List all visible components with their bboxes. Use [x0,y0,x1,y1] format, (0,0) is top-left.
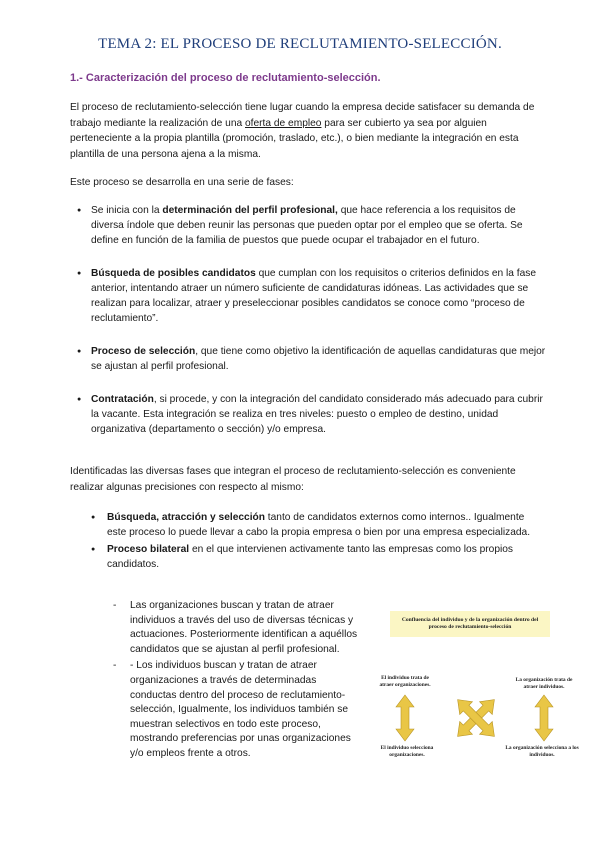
diagram-label-top-right: La organización trata de atraer individuos. [515,677,573,690]
diagram-label-top-left: El individuo trata de atraer organizaciones. [379,675,431,688]
list-item [86,510,546,540]
list-item [70,344,550,374]
fase-bold: Contratación [91,394,154,405]
precisiones-intro: Identificadas las diversas fases que integran el proceso de reclutamiento-selección es conveniente realizar algunas precisiones con respecto al mismo: [70,466,516,493]
recruitment-diagram [368,603,588,773]
precision-bold: Búsqueda, atracción y selección [107,512,265,523]
list-item: - Las organizaciones buscan y tratan de atraer individuos a través del uso de diversas técnicas y actuaciones. Posteriormente identifican a aquéllos candidatos que se ajustan al perfil profesional. [110,599,365,657]
sub-items-list [110,599,365,764]
diagram-label-bottom-left: El individuo selecciona organizaciones. [380,745,434,758]
diagram-label-bottom-right: La organización selecciona a los individuos. [505,745,579,758]
fase-bold: Búsqueda de posibles candidatos [91,268,256,279]
diagram-arrows [368,603,588,773]
intro-paragraph [70,100,540,162]
list-item [70,392,550,437]
intro-text-1: El proceso de reclutamiento-selección tiene lugar cuando la empresa decide satisfacer su demanda de trabajo mediante la realización de una [70,102,535,129]
fase-text: que hace referencia a los requisitos de diversa índole que deben reunir las personas que pueden optar por el empleo que se oferta. Se define en función de la familia de puestos que puede ocupar el trabajador en el futuro. [91,205,523,246]
fase-text: que cumplan con los requisitos o criterios definidos en la fase anterior, intentando atraer un número suficiente de candidaturas idóneas. Las actividades que se realizan para localizar, atraer y preseleccionar posibles candidatos se conoce como “proceso de reclutamiento”. [91,268,537,324]
fase-text: , que tiene como objetivo la identificación de aquellas candidaturas que mejor se ajustan al perfil profesional. [91,346,546,372]
precisiones-list [86,510,546,574]
fase-bold: determinación del perfil profesional, [162,205,338,216]
fase-prefix: Se inicia con la [91,205,163,216]
fase-bold: Proceso de selección [91,346,196,357]
fases-list [70,203,550,455]
precision-bold: Proceso bilateral [107,544,190,555]
document-title: TEMA 2: EL PROCESO DE RECLUTAMIENTO-SELECCIÓN. [98,36,502,52]
list-item [70,203,550,248]
list-item: - - Los individuos buscan y tratan de atraer organizaciones a través de determinadas conductas dentro del proceso de reclutamiento-selección, Igualmente, los individuos también se muestran selectivos en todo este proceso, mostrando preferencias por unas organizaciones y/o empleos frente a otros. [110,659,365,761]
precision-text: tanto de candidatos externos como internos.. Igualmente este proceso lo puede llevar a cabo la propia empresa o bien por una empresa especializada. [107,512,531,538]
list-item [70,266,550,326]
oferta-empleo-link[interactable]: oferta de empleo [245,117,322,129]
precision-text: en el que intervienen activamente tanto las empresas como los propios candidatos. [107,544,514,570]
list-item [86,542,546,572]
fases-intro: Este proceso se desarrolla en una serie de fases: [70,177,294,188]
diagram-header: Confluencia del individuo y de la organización dentro del proceso de reclutamiento-selección [390,611,550,637]
intro-text-2: para ser cubierto ya sea por alguien perteneciente a la propia plantilla (promoción, traslado, etc.), o bien mediante la integración en esta plantilla de una persona ajena a la misma. [70,117,519,160]
right-vertical-arrow [535,695,553,741]
fase-text: , si procede, y con la integración del candidato considerado más adecuado para cubrir la vacante. Esta integración se realiza en tres niveles: puesto o empleo de destino, unidad organizativa (departamento o sección) y/o empresa. [91,394,543,435]
section-heading: 1.- Caracterización del proceso de reclutamiento-selección. [70,72,381,84]
left-vertical-arrow [396,695,414,741]
